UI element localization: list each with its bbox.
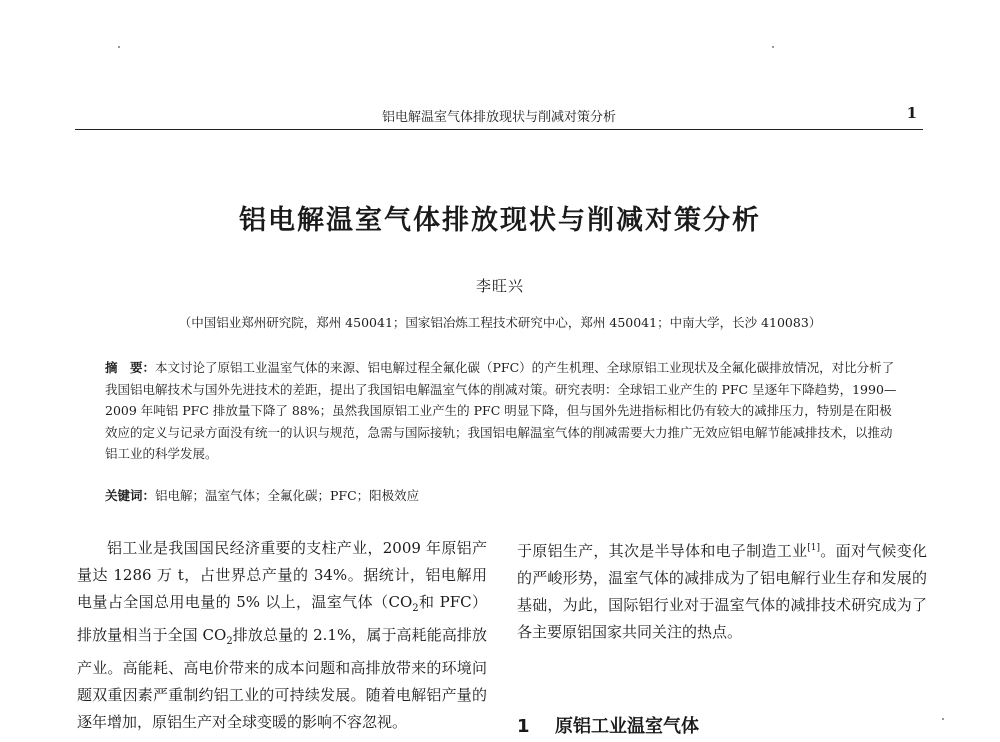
running-head	[75, 104, 923, 128]
subscript: 2	[226, 636, 233, 647]
header-rule	[75, 129, 923, 130]
section-title: 原铝工业温室气体	[555, 716, 699, 737]
body-left-text-b: 和 PFC）排放量相当于全国 CO	[77, 593, 487, 644]
body-right-text-b: 。面对气候变化的严峻形势，温室气体的减排成为了铝电解行业生存和发展的基础，为此，国际铝行业对于温室气体的减排技术研究成为了各主要原铝国家共同关注的热点。	[517, 542, 927, 641]
keywords-text: 铝电解；温室气体；全氟化碳；PFC；阳极效应	[155, 488, 420, 503]
abstract	[105, 357, 900, 465]
citation-ref: [1]	[807, 543, 821, 553]
abstract-label: 摘 要：	[105, 360, 156, 375]
scan-speck	[118, 46, 120, 48]
author: 李旺兴	[475, 277, 524, 295]
section-number: 1	[517, 716, 530, 737]
paper-title: 铝电解温室气体排放现状与削减对策分析	[239, 205, 761, 236]
keywords	[105, 486, 900, 504]
body-left-column	[77, 535, 487, 736]
scan-speck	[942, 718, 944, 720]
keywords-label: 关键词：	[105, 488, 156, 503]
body-left-text-c: 排放总量的 2.1%，属于高耗能高排放产业。高能耗、高电价带来的成本问题和高排放带来的环境问题双重因素严重制约铝工业的可持续发展。随着电解铝产量的逐年增加，原铝生产对全球变暖的影响不容忽视。	[77, 626, 487, 731]
section-heading	[517, 712, 699, 738]
scan-speck	[772, 46, 774, 48]
body-right-column	[517, 535, 927, 646]
page-number: 1	[906, 104, 917, 122]
running-head-title: 铝电解温室气体排放现状与削减对策分析	[381, 110, 616, 125]
subscript: 2	[412, 603, 419, 614]
body-left-text-a: 铝工业是我国国民经济重要的支柱产业，2009 年原铝产量达 1286 万 t，占世界总产量的 34%。据统计，铝电解用电量占全国总用电量的 5% 以上，温室气体（CO	[77, 539, 487, 611]
abstract-text: 本文讨论了原铝工业温室气体的来源、铝电解过程全氟化碳（PFC）的产生机理、全球原铝工业现状及全氟化碳排放情况，对比分析了我国铝电解技术与国外先进技术的差距，提出了我国铝电解温室气体的削减对策。研究表明：全球铝工业产生的 PFC 呈逐年下降趋势，1990—2009 年吨铝 PFC 排放量下降了 88%；虽然我国原铝工业产生的 PFC 明显下降，但与国外先进指标相比仍有较大的减排压力，特别是在阳极效应的定义与记录方面没有统一的认识与规范，急需与国际接轨；我国铝电解温室气体的削减需要大力推广无效应铝电解节能减排技术，以推动铝工业的科学发展。	[105, 360, 897, 461]
body-right-text-a: 于原铝生产，其次是半导体和电子制造工业	[517, 542, 808, 560]
affiliation: （中国铝业郑州研究院，郑州 450041；国家铝冶炼工程技术研究中心，郑州 450041；中南大学，长沙 410083）	[178, 315, 822, 330]
